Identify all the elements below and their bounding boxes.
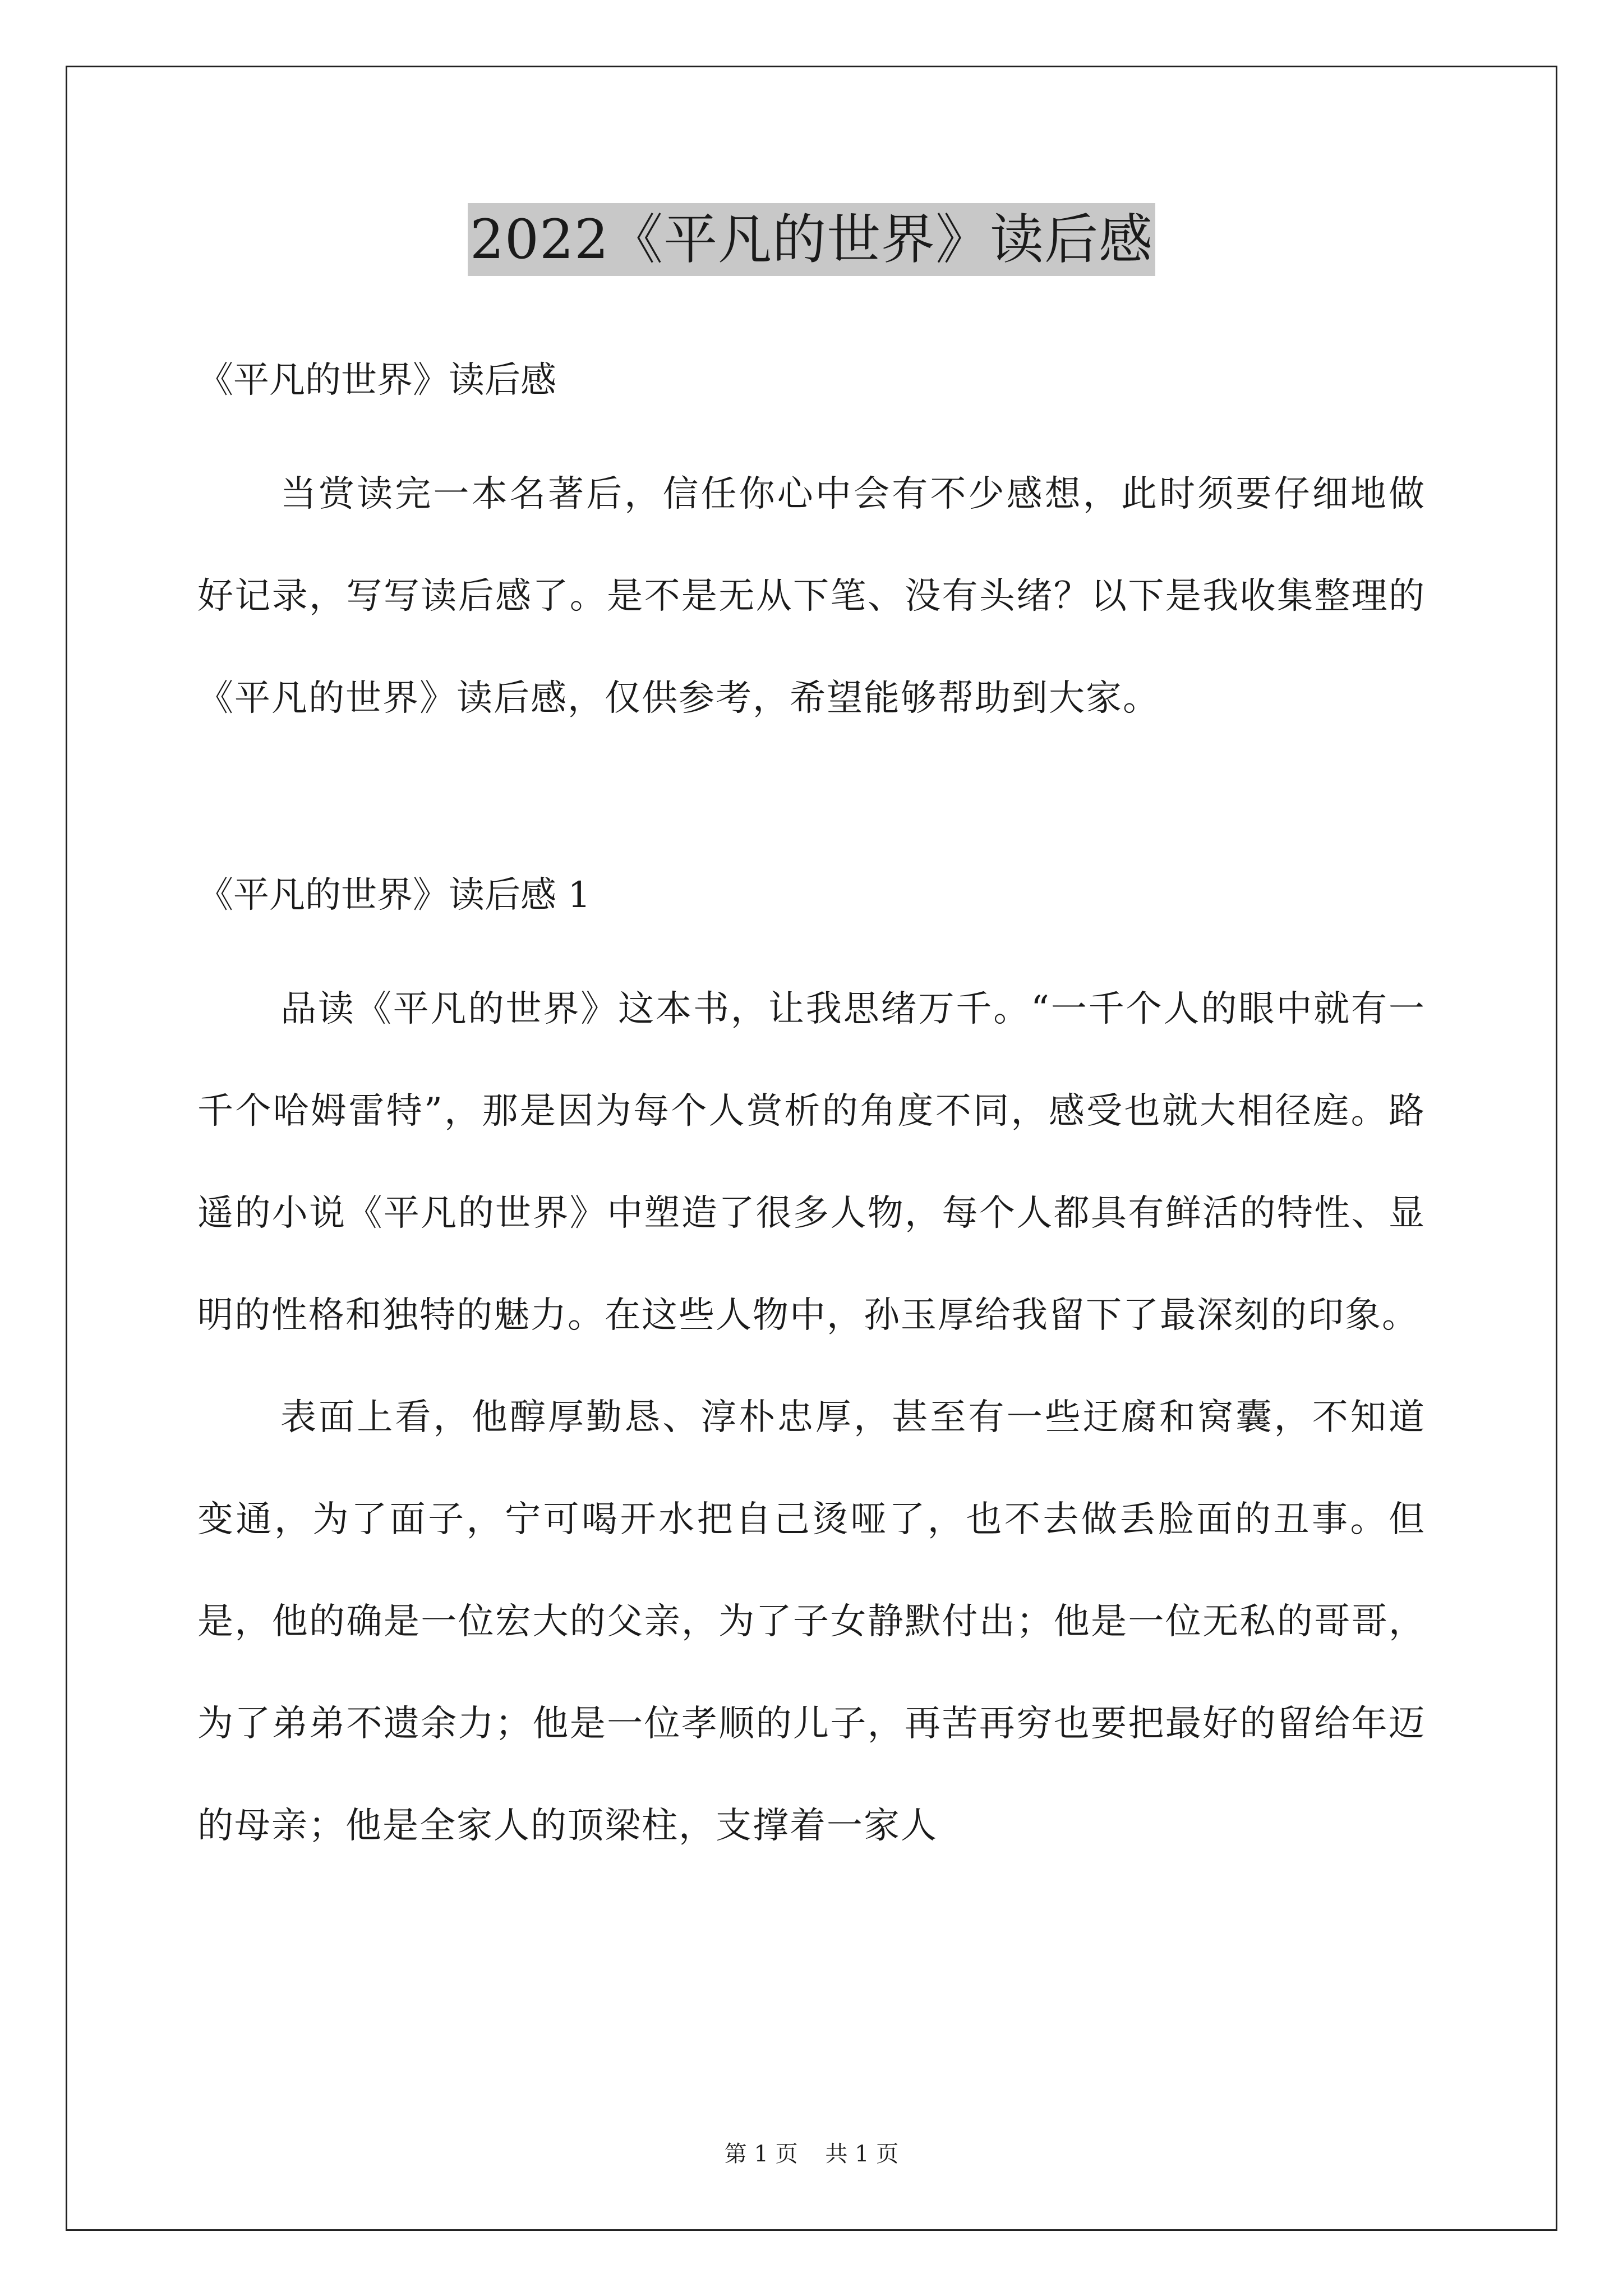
title-container: [0, 203, 1623, 276]
document-body: [197, 347, 1426, 1877]
intro-paragraph: 当赏读完一本名著后，信任你心中会有不少感想，此时须要仔细地做好记录，写写读后感了。是不是无从下笔、没有头绪？以下是我收集整理的《平凡的世界》读后感，仅供参考，希望能够帮助到大家。: [197, 473, 1426, 719]
document-title: 2022《平凡的世界》读后感: [468, 203, 1155, 276]
intro-heading: 《平凡的世界》读后感: [197, 360, 556, 401]
page-footer: [0, 2137, 1623, 2171]
section1-paragraph: 品读《平凡的世界》这本书，让我思绪万千。“一千个人的眼中就有一千个哈姆雷特”，那是因为每个人赏析的角度不同，感受也就大相径庭。路遥的小说《平凡的世界》中塑造了很多人物，每个人都具有鲜活的特性、显明的性格和独特的魅力。在这些人物中，孙玉厚给我留下了最深刻的印象。: [197, 988, 1426, 1336]
page-total: 共 1 页: [825, 2141, 899, 2167]
section1-paragraph: 表面上看，他醇厚勤恳、淳朴忠厚，甚至有一些迂腐和窝囊，不知道变通，为了面子，宁可喝开水把自己烫哑了，也不去做丢脸面的丑事。但是，他的确是一位宏大的父亲，为了子女静默付出；他是一位无私的哥哥，为了弟弟不遗余力；他是一位孝顺的儿子，再苦再穷也要把最好的留给年迈的母亲；他是全家人的顶梁柱，支撑着一家人: [197, 1397, 1426, 1847]
section1-heading: 《平凡的世界》读后感 1: [197, 875, 591, 916]
page-number: 第 1 页: [724, 2141, 798, 2167]
